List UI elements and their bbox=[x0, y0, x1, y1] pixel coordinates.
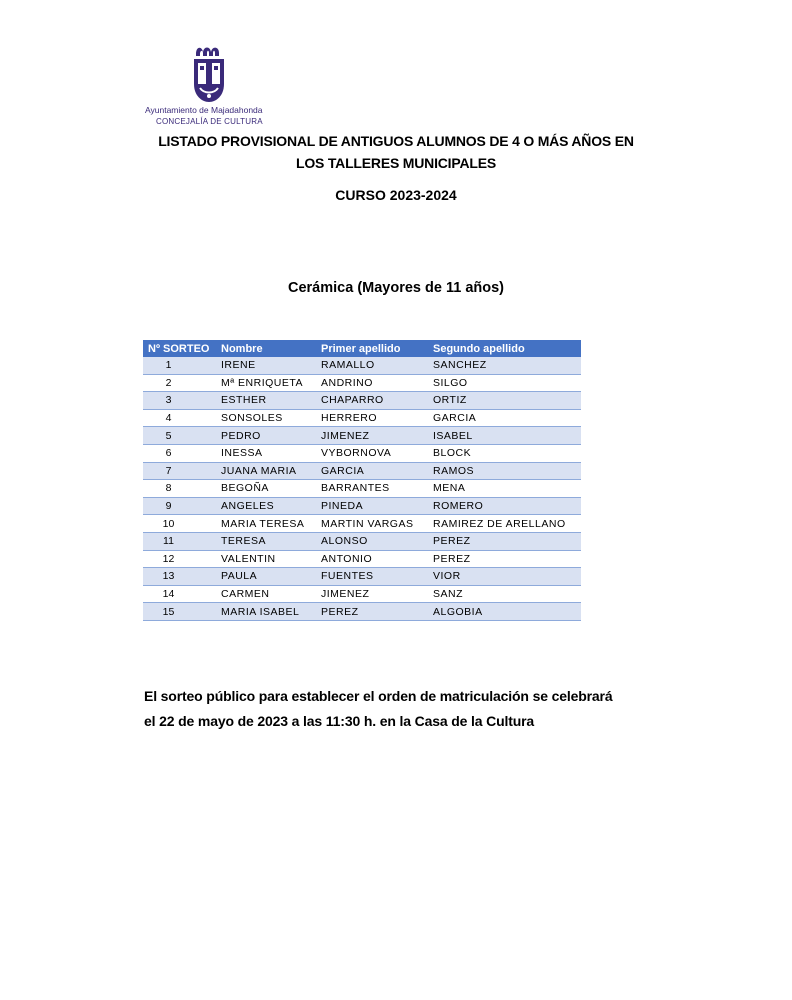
table-row bbox=[143, 480, 581, 498]
cell-second-surname: BLOCK bbox=[428, 444, 581, 462]
cell-first-surname: PINEDA bbox=[316, 497, 428, 515]
table-row bbox=[143, 585, 581, 603]
title-line-2: LOS TALLERES MUNICIPALES bbox=[295, 155, 497, 171]
table-row bbox=[143, 409, 581, 427]
table-row bbox=[143, 515, 581, 533]
cell-first-surname: GARCIA bbox=[316, 462, 428, 480]
cell-first-surname: MARTIN VARGAS bbox=[316, 515, 428, 533]
column-header-first-surname: Primer apellido bbox=[316, 340, 428, 357]
cell-draw-number: 9 bbox=[143, 497, 216, 515]
cell-second-surname: SANCHEZ bbox=[428, 357, 581, 374]
cell-draw-number: 1 bbox=[143, 357, 216, 374]
announcement-line-1: El sorteo público para establecer el orden de matriculación se celebrará bbox=[144, 688, 613, 704]
coat-of-arms-icon bbox=[192, 44, 226, 104]
table-row bbox=[143, 497, 581, 515]
cell-second-surname: ALGOBIA bbox=[428, 603, 581, 621]
cell-draw-number: 2 bbox=[143, 374, 216, 392]
cell-draw-number: 6 bbox=[143, 444, 216, 462]
cell-draw-number: 15 bbox=[143, 603, 216, 621]
table-row bbox=[143, 357, 581, 374]
cell-first-surname: JIMENEZ bbox=[316, 585, 428, 603]
cell-second-surname: VIOR bbox=[428, 568, 581, 586]
cell-draw-number: 10 bbox=[143, 515, 216, 533]
cell-first-name: IRENE bbox=[216, 357, 316, 374]
cell-draw-number: 13 bbox=[143, 568, 216, 586]
column-header-first-name: Nombre bbox=[216, 340, 316, 357]
column-header-second-surname: Segundo apellido bbox=[428, 340, 581, 357]
cell-second-surname: RAMOS bbox=[428, 462, 581, 480]
table-row bbox=[143, 392, 581, 410]
draw-announcement bbox=[144, 684, 664, 734]
cell-draw-number: 8 bbox=[143, 480, 216, 498]
cell-second-surname: SANZ bbox=[428, 585, 581, 603]
cell-first-surname: VYBORNOVA bbox=[316, 444, 428, 462]
cell-second-surname: ORTIZ bbox=[428, 392, 581, 410]
cell-first-surname: PEREZ bbox=[316, 603, 428, 621]
cell-first-surname: JIMENEZ bbox=[316, 427, 428, 445]
cell-second-surname: SILGO bbox=[428, 374, 581, 392]
cell-first-name: ANGELES bbox=[216, 497, 316, 515]
cell-second-surname: ISABEL bbox=[428, 427, 581, 445]
column-header-draw-number: Nº SORTEO bbox=[143, 340, 216, 357]
table-row bbox=[143, 603, 581, 621]
cell-first-name: JUANA MARIA bbox=[216, 462, 316, 480]
cell-second-surname: RAMIREZ DE ARELLANO bbox=[428, 515, 581, 533]
cell-first-name: VALENTIN bbox=[216, 550, 316, 568]
table-row bbox=[143, 374, 581, 392]
cell-draw-number: 7 bbox=[143, 462, 216, 480]
organization-name: Ayuntamiento de Majadahonda bbox=[145, 105, 263, 115]
cell-draw-number: 5 bbox=[143, 427, 216, 445]
title-line-1: LISTADO PROVISIONAL DE ANTIGUOS ALUMNOS DE 4 O MÁS AÑOS EN bbox=[158, 133, 634, 149]
table-row bbox=[143, 550, 581, 568]
table-row bbox=[143, 532, 581, 550]
table-row bbox=[143, 462, 581, 480]
cell-first-name: BEGOÑA bbox=[216, 480, 316, 498]
section-title: Cerámica (Mayores de 11 años) bbox=[288, 280, 504, 296]
students-table bbox=[143, 340, 581, 621]
cell-first-name: MARIA TERESA bbox=[216, 515, 316, 533]
cell-first-surname: ANTONIO bbox=[316, 550, 428, 568]
cell-first-surname: ANDRINO bbox=[316, 374, 428, 392]
cell-draw-number: 12 bbox=[143, 550, 216, 568]
cell-draw-number: 3 bbox=[143, 392, 216, 410]
cell-draw-number: 14 bbox=[143, 585, 216, 603]
cell-draw-number: 11 bbox=[143, 532, 216, 550]
cell-first-name: CARMEN bbox=[216, 585, 316, 603]
table-row bbox=[143, 444, 581, 462]
table-header-row bbox=[143, 340, 581, 357]
table-row bbox=[143, 568, 581, 586]
cell-second-surname: PEREZ bbox=[428, 550, 581, 568]
cell-second-surname: ROMERO bbox=[428, 497, 581, 515]
department-name: CONCEJALÍA DE CULTURA bbox=[156, 117, 263, 126]
cell-first-name: SONSOLES bbox=[216, 409, 316, 427]
cell-first-surname: RAMALLO bbox=[316, 357, 428, 374]
cell-first-name: TERESA bbox=[216, 532, 316, 550]
cell-draw-number: 4 bbox=[143, 409, 216, 427]
cell-second-surname: PEREZ bbox=[428, 532, 581, 550]
cell-first-surname: ALONSO bbox=[316, 532, 428, 550]
cell-second-surname: GARCIA bbox=[428, 409, 581, 427]
municipal-logo bbox=[145, 44, 277, 128]
course-year: CURSO 2023-2024 bbox=[335, 187, 457, 203]
document-title bbox=[96, 130, 696, 174]
cell-first-surname: HERRERO bbox=[316, 409, 428, 427]
cell-first-name: INESSA bbox=[216, 444, 316, 462]
cell-first-name: Mª ENRIQUETA bbox=[216, 374, 316, 392]
cell-first-surname: BARRANTES bbox=[316, 480, 428, 498]
cell-first-name: PAULA bbox=[216, 568, 316, 586]
cell-first-surname: CHAPARRO bbox=[316, 392, 428, 410]
announcement-line-2: el 22 de mayo de 2023 a las 11:30 h. en la Casa de la Cultura bbox=[144, 713, 535, 729]
cell-first-surname: FUENTES bbox=[316, 568, 428, 586]
cell-second-surname: MENA bbox=[428, 480, 581, 498]
cell-first-name: MARIA ISABEL bbox=[216, 603, 316, 621]
cell-first-name: ESTHER bbox=[216, 392, 316, 410]
table-row bbox=[143, 427, 581, 445]
cell-first-name: PEDRO bbox=[216, 427, 316, 445]
